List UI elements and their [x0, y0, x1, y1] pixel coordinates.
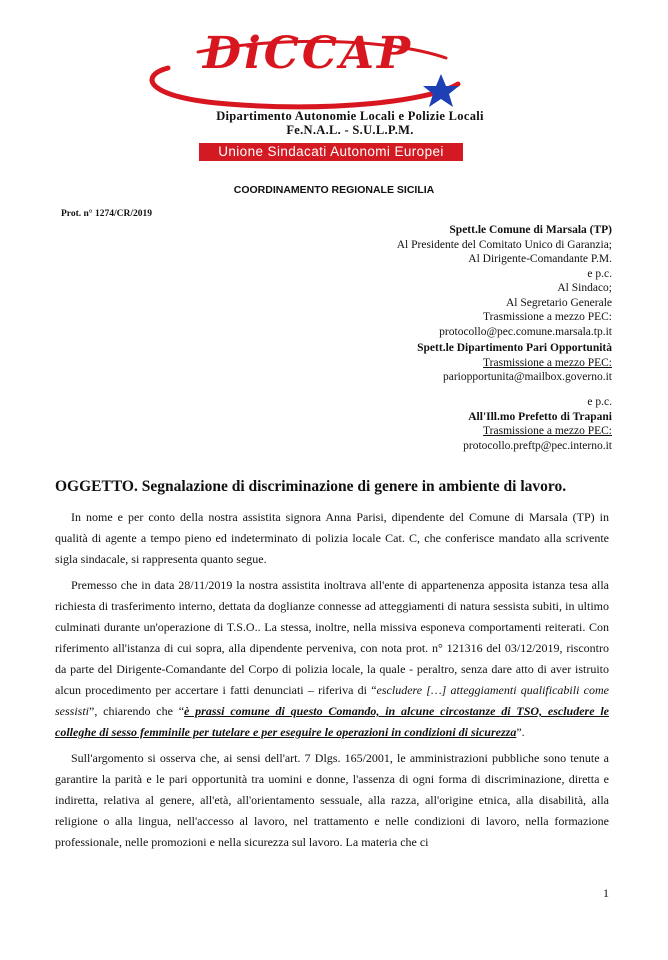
paragraph-text: ”.: [516, 725, 525, 739]
coordination-heading: COORDINAMENTO REGIONALE SICILIA: [233, 184, 435, 196]
letter-subject: OGGETTO. Segnalazione di discriminazione di genere in ambiente di lavoro.: [55, 478, 567, 495]
recipient-block-pari-opportunita: [417, 341, 612, 385]
pec-label: Trasmissione a mezzo PEC:: [483, 425, 612, 437]
recipient-title: All'Ill.mo Prefetto di Trapani: [468, 410, 612, 423]
letter-body: [55, 507, 609, 858]
cc-label: e p.c.: [587, 396, 612, 408]
recipient-title: Spett.le Comune di Marsala (TP): [449, 224, 612, 236]
pec-email[interactable]: protocollo@pec.comune.marsala.tp.it: [439, 325, 612, 338]
recipient-block-prefetto: [463, 395, 612, 453]
body-paragraph: [55, 575, 609, 743]
logo-wordmark: DiCCAP: [202, 28, 414, 79]
union-banner: Unione Sindacati Autonomi Europei: [199, 143, 463, 161]
recipient-line: Al Sindaco;: [557, 282, 612, 294]
recipient-block-comune: [397, 223, 612, 339]
quoted-text: escludere […] atteggiamenti qualificabili come sessisti: [55, 683, 609, 718]
emphasized-quote: è prassi comune di questo Comando, in alcune circostanze di TSO, escludere le colleghe di sesso femminile per tutelare e per eseguire le operazioni in condizioni di sicurezza: [55, 704, 610, 739]
recipient-line: e p.c.: [587, 267, 612, 280]
pec-email[interactable]: protocollo.preftp@pec.interno.it: [463, 439, 612, 452]
recipient-line: Al Segretario Generale: [505, 296, 612, 309]
recipient-title: Spett.le Dipartimento Pari Opportunità: [417, 342, 612, 354]
pec-label: Trasmissione a mezzo PEC:: [483, 311, 612, 323]
page-number: 1: [603, 886, 609, 900]
paragraph-text: Premesso che in data 28/11/2019 la nostra assistita inoltrava all'ente di appartenenza apposita istanza tesa alla richiesta di trasferimento interno, dettata da doglianze connesse ad atteggiamenti di natura sessista subiti, in ultimo culminati durante un'operazione di T.S.O.. La stessa, inoltre, nella missiva esponeva comportamenti reiterati. Con riferimento all'istanza di cui sopra, alla dipendente perveniva, con nota prot. n° 121316 del 03/12/2019, riscontro da parte del Dirigente-Comandante del Corpo di polizia locale, la quale - peraltro, senza dare atto di aver istruito alcun procedimento per accertare i fatti denunciati – riferiva di “: [55, 578, 609, 697]
department-name: Dipartimento Autonomie Locali e Polizie Locali: [216, 109, 484, 123]
pec-label: Trasmissione a mezzo PEC:: [483, 356, 612, 369]
body-paragraph: In nome e per conto della nostra assistita signora Anna Parisi, dipendente del Comune di Marsala (TP) in qualità di agente a tempo pieno ed indeterminato di polizia locale Cat. C, che conferisce mandato alla scrivente sigla sindacale, si rappresenta quanto segue.: [55, 510, 609, 566]
body-paragraph: Sull'argomento si osserva che, ai sensi dell'art. 7 Dlgs. 165/2001, le amministrazioni pubbliche sono tenute a garantire la parità e le pari opportunità tra uomini e donne, l'assenza di ogni forma di discriminazione, diretta e indiretta, relativa al genere, all'età, all'orientamento sessuale, alla razza, all'origine etnica, alla disabilità, alla religione o alla lingua, nell'accesso al lavoro, nel trattamento e nelle condizioni di lavoro, nella formazione professionale, nelle promozioni e nella sicurezza sul lavoro. La materia che ci: [55, 751, 609, 849]
diccap-logo: [128, 22, 488, 114]
protocol-number: Prot. n° 1274/CR/2019: [61, 209, 152, 219]
federation-name: Fe.N.A.L. - S.U.L.P.M.: [286, 123, 414, 137]
paragraph-text: ”, chiarendo che “: [89, 704, 185, 718]
recipient-line: Al Presidente del Comitato Unico di Garanzia;: [396, 238, 612, 251]
recipient-line: Al Dirigente-Comandante P.M.: [468, 253, 612, 265]
pec-email[interactable]: pariopportunita@mailbox.governo.it: [442, 371, 612, 383]
